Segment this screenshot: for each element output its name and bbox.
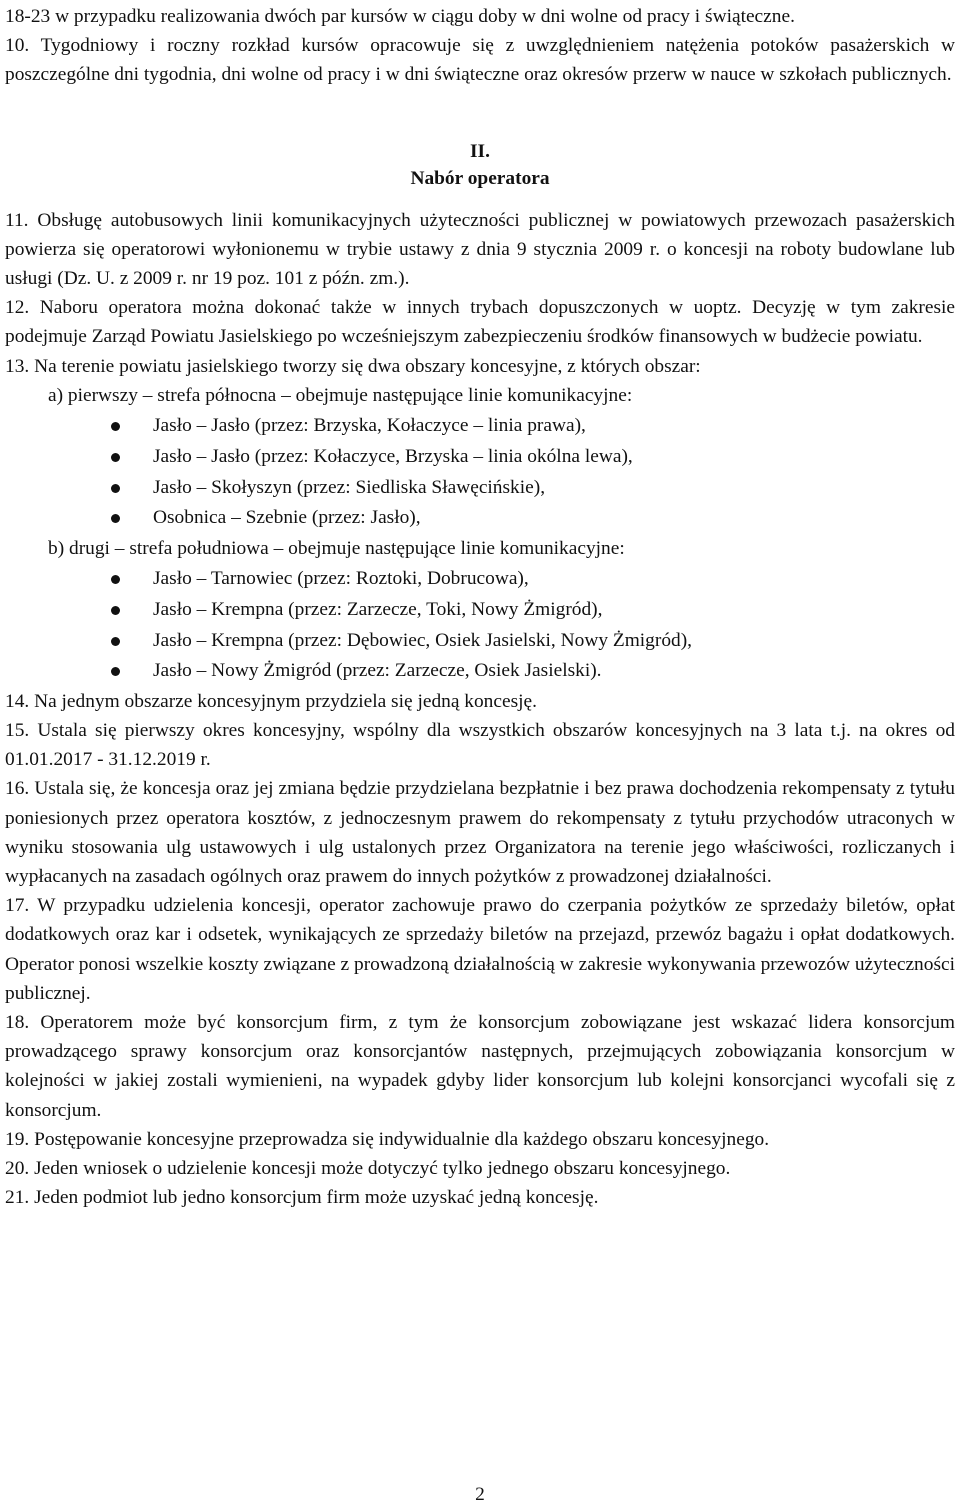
- route-text: Jasło – Nowy Żmigród (przez: Zarzecze, Osiek Jasielski).: [153, 660, 602, 682]
- zone-a-lines: [5, 411, 955, 533]
- bullet-icon: [111, 667, 120, 676]
- route-text: Jasło – Jasło (przez: Brzyska, Kołaczyce – linia prawa),: [153, 415, 586, 437]
- paragraph-21: 21. Jeden podmiot lub jedno konsorcjum firm może uzyskać jedną koncesję.: [5, 1187, 599, 1209]
- list-item: [5, 656, 955, 687]
- route-text: Jasło – Tarnowiec (przez: Roztoki, Dobrucowa),: [153, 568, 529, 590]
- route-text: Osobnica – Szebnie (przez: Jasło),: [153, 507, 421, 529]
- list-item: [5, 564, 955, 595]
- list-item: [5, 411, 955, 442]
- section-number: II.: [470, 140, 490, 162]
- paragraph-19: 19. Postępowanie koncesyjne przeprowadza się indywidualnie dla każdego obszaru koncesyjnego.: [5, 1128, 770, 1150]
- section-title: Nabór operatora: [410, 167, 550, 189]
- paragraph-13: 13. Na terenie powiatu jasielskiego tworzy się dwa obszary koncesyjne, z których obszar:: [5, 355, 701, 377]
- paragraph-10: 10. Tygodniowy i roczny rozkład kursów opracowuje się z uwzględnieniem natężenia potoków pasażerskich w poszczególne dni tygodnia, dni wolne od pracy i w dni świąteczne oraz okresów przerw w nauce w szkołach publicznych.: [5, 35, 955, 86]
- paragraph-14: 14. Na jednym obszarze koncesyjnym przydziela się jedną koncesję.: [5, 690, 537, 712]
- paragraph-18: 18. Operatorem może być konsorcjum firm, z tym że konsorcjum zobowiązane jest wskazać lidera konsorcjum prowadzącego sprawy konsorcjum oraz konsorcjantów następnych, przejmujących zobowiązania konsorcjum w kolejności w jakiej zostali wymienieni, na wypadek gdyby lider konsorcjum lub kolejni konsorcjanci wycofali się z konsorcjum.: [5, 1012, 955, 1121]
- bullet-icon: [111, 637, 120, 646]
- route-text: Jasło – Skołyszyn (przez: Siedliska Sławęcińskie),: [153, 476, 546, 498]
- bullet-icon: [111, 484, 120, 493]
- list-item: [5, 503, 955, 534]
- bullet-icon: [111, 422, 120, 431]
- list-item: [5, 442, 955, 473]
- zone-b-label: b) drugi – strefa południowa – obejmuje następujące linie komunikacyjne:: [48, 537, 625, 559]
- zone-a-label: a) pierwszy – strefa północna – obejmuje następujące linie komunikacyjne:: [48, 384, 633, 406]
- intro-line: 18-23 w przypadku realizowania dwóch par kursów w ciągu doby w dni wolne od pracy i świąteczne.: [5, 6, 795, 27]
- bullet-icon: [111, 453, 120, 462]
- paragraph-20: 20. Jeden wniosek o udzielenie koncesji może dotyczyć tylko jednego obszaru koncesyjnego.: [5, 1158, 731, 1180]
- list-item: [5, 595, 955, 626]
- paragraph-11: 11. Obsługę autobusowych linii komunikacyjnych użyteczności publicznej w powiatowych przewozach pasażerskich powierza się operatorowi wyłonionemu w trybie ustawy z dnia 9 stycznia 2009 r. o koncesji na roboty budowlane lub usługi (Dz. U. z 2009 r. nr 19 poz. 101 z późn. zm.).: [5, 209, 955, 290]
- zone-b-lines: [5, 564, 955, 686]
- paragraph-15: 15. Ustala się pierwszy okres koncesyjny, wspólny dla wszystkich obszarów koncesyjnych na 3 lata t.j. na okres od 01.01.2017 - 31.12.2019 r.: [5, 719, 955, 771]
- section-heading: [5, 138, 955, 192]
- paragraph-17: 17. W przypadku udzielenia koncesji, operator zachowuje prawo do czerpania pożytków ze sprzedaży biletów, opłat dodatkowych oraz kar i odsetek, wynikających ze sprzedaży biletów na przejazd, przewóz bagażu i opłat dodatkowych. Operator ponosi wszelkie koszty związane z prowadzoną działalnością w zakresie wykonywania przewozów użyteczności publicznej.: [5, 895, 955, 1004]
- document-page: [5, 0, 955, 1212]
- route-text: Jasło – Jasło (przez: Kołaczyce, Brzyska – linia okólna lewa),: [153, 446, 633, 468]
- bullet-icon: [111, 575, 120, 584]
- page-number: 2: [475, 1484, 485, 1505]
- paragraph-12: 12. Naboru operatora można dokonać także w innych trybach dopuszczonych w uoptz. Decyzję w tym zakresie podejmuje Zarząd Powiatu Jasielskiego po wcześniejszym zabezpieczeniu środków finansowych w budżecie powiatu.: [5, 297, 955, 348]
- list-item: [5, 626, 955, 657]
- bullet-icon: [111, 514, 120, 523]
- bullet-icon: [111, 606, 120, 615]
- paragraph-16: 16. Ustala się, że koncesja oraz jej zmiana będzie przydzielana bezpłatnie i bez prawa dochodzenia rekompensaty z tytułu poniesionych przez operatora kosztów, z jednoczesnym prawem do rekompensaty z tytułu przychodów utraconych w wyniku stosowania ulg ustawowych i ulg ustalonych przez Organizatora na terenie jego właściwości, rozliczanych i wypłacanych na zasadach ogólnych oraz prawem do innych pożytków z prowadzonej działalności.: [5, 778, 955, 887]
- route-text: Jasło – Krempna (przez: Zarzecze, Toki, Nowy Żmigród),: [153, 598, 603, 620]
- route-text: Jasło – Krempna (przez: Dębowiec, Osiek Jasielski, Nowy Żmigród),: [153, 629, 693, 651]
- list-item: [5, 473, 955, 504]
